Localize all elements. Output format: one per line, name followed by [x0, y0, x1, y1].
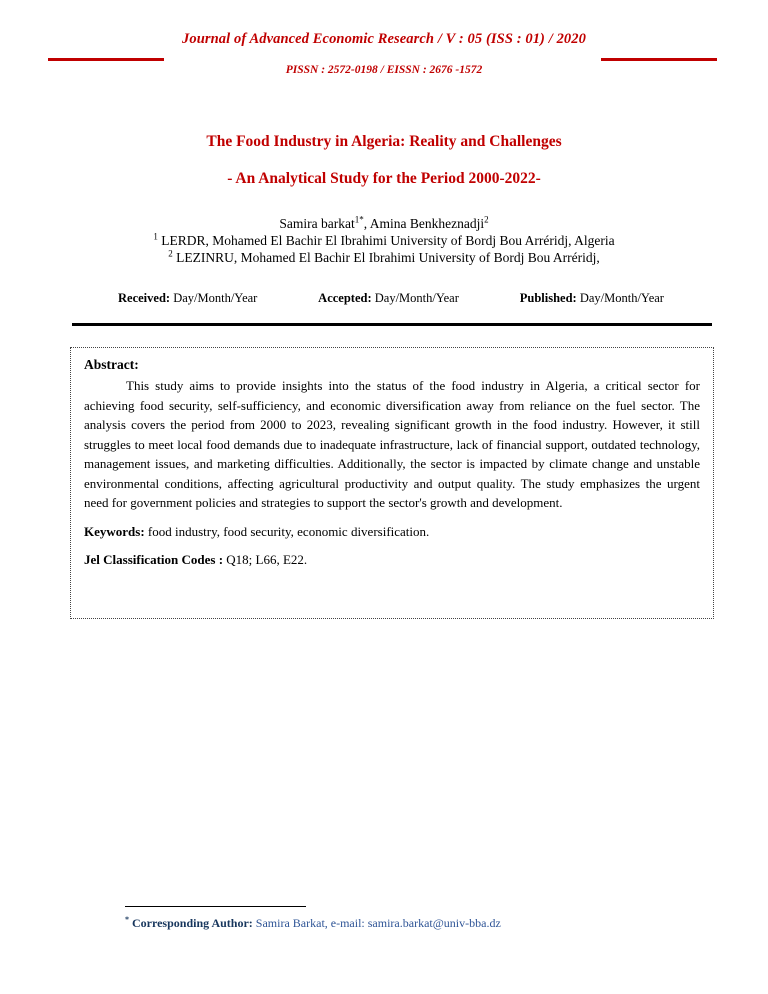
paper-title-line2: - An Analytical Study for the Period 2000-2022-: [227, 170, 541, 187]
journal-header: Journal of Advanced Economic Research / V : 05 (ISS : 01) / 2020: [182, 31, 586, 47]
received-value: Day/Month/Year: [170, 291, 258, 305]
author-1-name: Samira barkat: [279, 216, 355, 231]
jel-value: Q18; L66, E22.: [223, 551, 308, 567]
authors-block: [0, 215, 768, 266]
keywords-line: [84, 523, 700, 541]
affiliation-1: [0, 232, 768, 249]
jel-label: Jel Classification Codes :: [84, 551, 224, 567]
author-separator: ,: [363, 216, 370, 231]
footnote-asterisk: *: [125, 915, 129, 924]
keywords-value: food industry, food security, economic diversification.: [144, 523, 430, 539]
footnote-label: Corresponding Author:: [129, 916, 253, 930]
accepted-value: Day/Month/Year: [371, 291, 459, 305]
affiliation-1-superscript: 1: [153, 231, 158, 242]
accepted-date: [318, 291, 459, 306]
received-date: [118, 291, 257, 306]
affiliation-1-text: LERDR, Mohamed El Bachir El Ibrahimi University of Bordj Bou Arréridj, Algeria: [157, 233, 615, 248]
footnote-author-text: Samira Barkat, e-mail:: [252, 916, 368, 930]
abstract-body: This study aims to provide insights into the status of the food industry in Algeria, a critical sector for achieving food security, self-sufficiency, and economic diversification away from reliance on the fuel sector. The analysis covers the period from 2000 to 2023, revealing significant growth in the food industry. However, it still struggles to meet local food demands due to inadequate infrastructure, lack of financial support, outdated technology, management issues, and marketing difficulties. Additionally, the sector is impacted by climate change and unstable environmental conditions, affecting agricultural productivity and output quality. The study emphasizes the urgent need for government policies and strategies to support the sector's growth and development.: [84, 378, 700, 510]
red-rule-right: [601, 58, 717, 61]
abstract-heading: Abstract:: [84, 357, 139, 372]
header-divider-rule: [72, 323, 712, 326]
published-date: [520, 291, 664, 306]
authors-line: [0, 215, 768, 232]
footnote-separator-rule: [125, 906, 306, 907]
paper-title-line1: The Food Industry in Algeria: Reality and Challenges: [206, 133, 562, 150]
abstract-box: [70, 347, 714, 619]
dates-row: [118, 291, 664, 306]
footnote-email-link[interactable]: samira.barkat@univ-bba.dz: [367, 916, 501, 930]
author-2-superscript: 2: [484, 214, 489, 225]
affiliation-2-superscript: 2: [168, 248, 173, 259]
received-label: Received:: [118, 291, 171, 305]
published-value: Day/Month/Year: [576, 291, 664, 305]
author-1-superscript: 1*: [354, 214, 364, 225]
issn-line: PISSN : 2572-0198 / EISSN : 2676 -1572: [285, 64, 483, 76]
red-rule-left: [48, 58, 164, 61]
paper-title: [0, 123, 768, 197]
affiliation-2-text: LEZINRU, Mohamed El Bachir El Ibrahimi University of Bordj Bou Arréridj,: [172, 250, 600, 265]
affiliation-2: [0, 249, 768, 266]
keywords-label: Keywords:: [84, 523, 145, 539]
corresponding-author-footnote: [125, 915, 708, 931]
published-label: Published:: [519, 291, 577, 305]
jel-line: [84, 551, 700, 569]
author-2-name: Amina Benkheznadji: [369, 216, 485, 231]
accepted-label: Accepted:: [318, 291, 372, 305]
